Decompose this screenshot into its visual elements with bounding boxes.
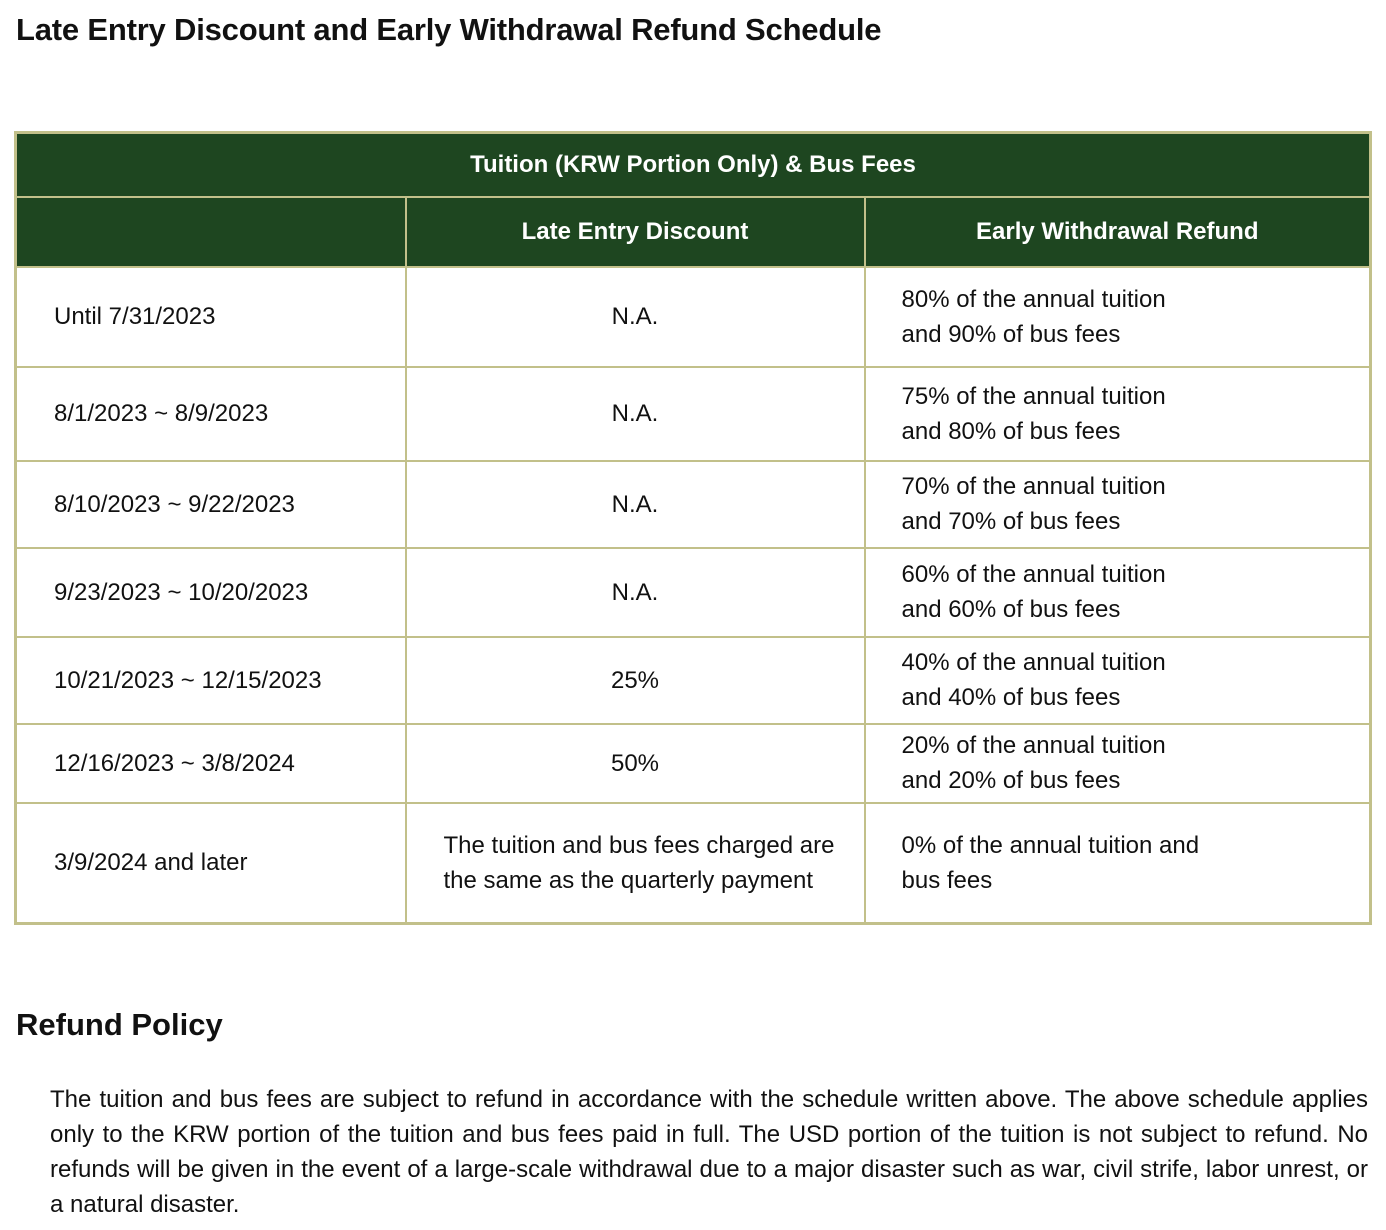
discount-cell: 50% (406, 724, 865, 803)
discount-cell: The tuition and bus fees charged are the same as the quarterly payment (406, 803, 865, 924)
refund-cell: 70% of the annual tuition and 70% of bus fees (865, 461, 1371, 548)
refund-cell: 80% of the annual tuition and 90% of bus fees (865, 267, 1371, 367)
table-group-header-row (16, 133, 1371, 197)
column-header-early-withdrawal-refund: Early Withdrawal Refund (865, 197, 1371, 267)
table-column-header-row (16, 197, 1371, 267)
column-header-late-entry-discount: Late Entry Discount (406, 197, 865, 267)
refund-cell: 75% of the annual tuition and 80% of bus fees (865, 367, 1371, 461)
refund-cell: 40% of the annual tuition and 40% of bus fees (865, 637, 1371, 724)
discount-cell: N.A. (406, 548, 865, 637)
period-cell: 9/23/2023 ~ 10/20/2023 (16, 548, 406, 637)
table-row (16, 803, 1371, 924)
period-cell: 12/16/2023 ~ 3/8/2024 (16, 724, 406, 803)
period-cell: 10/21/2023 ~ 12/15/2023 (16, 637, 406, 724)
table-row (16, 367, 1371, 461)
column-header-period (16, 197, 406, 267)
refund-policy-heading: Refund Policy (16, 1007, 223, 1042)
period-cell: 8/10/2023 ~ 9/22/2023 (16, 461, 406, 548)
page-title: Late Entry Discount and Early Withdrawal Refund Schedule (16, 12, 882, 47)
period-cell: 3/9/2024 and later (16, 803, 406, 924)
period-cell: Until 7/31/2023 (16, 267, 406, 367)
discount-cell: N.A. (406, 267, 865, 367)
refund-policy-text: The tuition and bus fees are subject to refund in accordance with the schedule written above. The above schedule applies only to the KRW portion of the tuition and bus fees paid in full. The USD portion of the tuition is not subject to refund. No refunds will be given in the event of a large-scale withdrawal due to a major disaster such as war, civil strife, labor unrest, or a natural disaster. (50, 1086, 1368, 1218)
group-header-cell: Tuition (KRW Portion Only) & Bus Fees (16, 133, 1371, 197)
table-row (16, 724, 1371, 803)
refund-cell: 0% of the annual tuition and bus fees (865, 803, 1371, 924)
discount-cell: N.A. (406, 367, 865, 461)
refund-cell: 20% of the annual tuition and 20% of bus fees (865, 724, 1371, 803)
discount-cell: N.A. (406, 461, 865, 548)
table-row (16, 267, 1371, 367)
refund-cell: 60% of the annual tuition and 60% of bus fees (865, 548, 1371, 637)
table-row (16, 461, 1371, 548)
table-row (16, 548, 1371, 637)
period-cell: 8/1/2023 ~ 8/9/2023 (16, 367, 406, 461)
table-row (16, 637, 1371, 724)
discount-cell: 25% (406, 637, 865, 724)
refund-schedule-table (14, 131, 1372, 925)
